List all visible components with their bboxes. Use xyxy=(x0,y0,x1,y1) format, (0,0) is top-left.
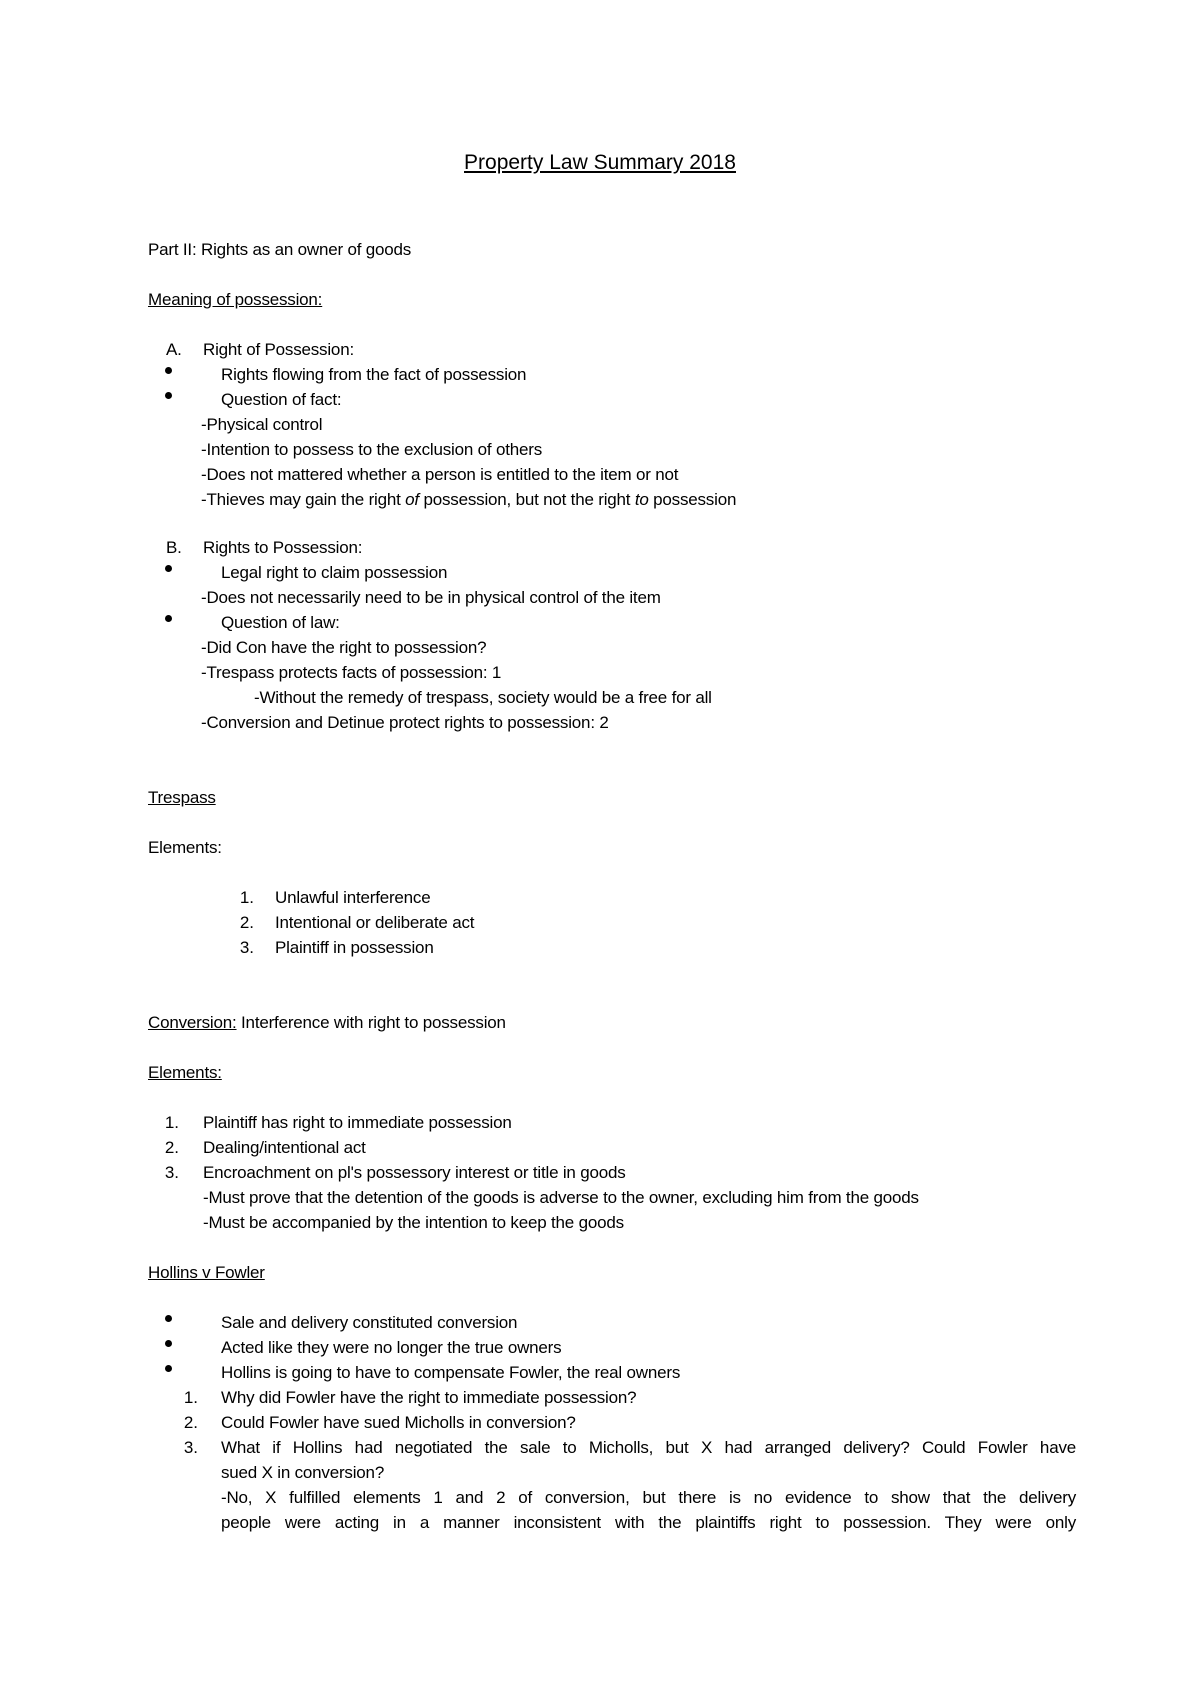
hollins-question-num: 2. xyxy=(183,1413,198,1432)
hollins-question-3-line-1: What if Hollins had negotiated the sale to Micholls, but X had arranged delivery? Could Fowler have xyxy=(221,1438,1076,1457)
trespass-item: Plaintiff in possession xyxy=(275,938,434,957)
hollins-heading: Hollins v Fowler xyxy=(148,1263,265,1282)
hollins-answer-line-2: people were acting in a manner inconsistent with the plaintiffs right to possession. They were only xyxy=(221,1513,1076,1532)
conversion-item-num: 2. xyxy=(164,1138,179,1157)
trespass-item: Unlawful interference xyxy=(275,888,431,907)
trespass-elements-label: Elements: xyxy=(148,838,222,857)
hollins-question-1: Why did Fowler have the right to immediate possession? xyxy=(221,1388,637,1407)
trespass-item-num: 1. xyxy=(239,888,254,907)
section-b-bullet-1: Legal right to claim possession xyxy=(221,563,448,582)
section-b-bullet-2: Question of law: xyxy=(221,613,340,632)
hollins-question-3-line-2: sued X in conversion? xyxy=(221,1463,385,1482)
section-b-sub-3a: -Without the remedy of trespass, society would be a free for all xyxy=(254,688,712,707)
section-b-sub-3: -Trespass protects facts of possession: 1 xyxy=(201,663,502,682)
document-title: Property Law Summary 2018 xyxy=(464,151,736,174)
section-a-sub-2: -Intention to possess to the exclusion of others xyxy=(201,440,542,459)
section-b-sub-2: -Did Con have the right to possession? xyxy=(201,638,487,657)
section-a-sub-1: -Physical control xyxy=(201,415,323,434)
trespass-item-num: 3. xyxy=(239,938,254,957)
conversion-sub-2: -Must be accompanied by the intention to keep the goods xyxy=(203,1213,624,1232)
section-a-label: A. xyxy=(166,340,182,359)
bullet-icon xyxy=(165,1365,172,1372)
hollins-question-2: Could Fowler have sued Micholls in conversion? xyxy=(221,1413,576,1432)
bullet-icon xyxy=(165,1315,172,1322)
bullet-icon xyxy=(165,615,172,622)
hollins-question-num: 3. xyxy=(183,1438,198,1457)
conversion-item: Encroachment on pl's possessory interest or title in goods xyxy=(203,1163,626,1182)
bullet-icon xyxy=(165,565,172,572)
conversion-item: Dealing/intentional act xyxy=(203,1138,366,1157)
section-b-sub-1: -Does not necessarily need to be in physical control of the item xyxy=(201,588,661,607)
conversion-sub-1: -Must prove that the detention of the goods is adverse to the owner, excluding him from the goods xyxy=(203,1188,919,1207)
section-b-sub-4: -Conversion and Detinue protect rights to possession: 2 xyxy=(201,713,609,732)
section-b-heading: Rights to Possession: xyxy=(203,538,363,557)
conversion-item-num: 1. xyxy=(164,1113,179,1132)
section-a-heading: Right of Possession: xyxy=(203,340,354,359)
section-a-sub-3: -Does not mattered whether a person is entitled to the item or not xyxy=(201,465,679,484)
bullet-icon xyxy=(165,1340,172,1347)
hollins-bullet: Hollins is going to have to compensate Fowler, the real owners xyxy=(221,1363,681,1382)
part-heading: Part II: Rights as an owner of goods xyxy=(148,240,412,259)
trespass-item-num: 2. xyxy=(239,913,254,932)
conversion-heading: Conversion: Interference with right to possession xyxy=(148,1013,506,1032)
trespass-heading: Trespass xyxy=(148,788,216,807)
hollins-bullet: Sale and delivery constituted conversion xyxy=(221,1313,518,1332)
bullet-icon xyxy=(165,392,172,399)
section-a-sub-4: -Thieves may gain the right of possession, but not the right to possession xyxy=(201,490,737,509)
conversion-item-num: 3. xyxy=(164,1163,179,1182)
conversion-item: Plaintiff has right to immediate possession xyxy=(203,1113,512,1132)
hollins-answer-line-1: -No, X fulfilled elements 1 and 2 of conversion, but there is no evidence to show that the delivery xyxy=(221,1488,1076,1507)
trespass-item: Intentional or deliberate act xyxy=(275,913,475,932)
bullet-icon xyxy=(165,367,172,374)
hollins-question-num: 1. xyxy=(183,1388,198,1407)
hollins-bullet: Acted like they were no longer the true owners xyxy=(221,1338,562,1357)
meaning-heading: Meaning of possession: xyxy=(148,290,323,309)
section-b-label: B. xyxy=(166,538,182,557)
section-a-bullet-2: Question of fact: xyxy=(221,390,342,409)
section-a-bullet-1: Rights flowing from the fact of possession xyxy=(221,365,527,384)
conversion-elements-label: Elements: xyxy=(148,1063,222,1082)
